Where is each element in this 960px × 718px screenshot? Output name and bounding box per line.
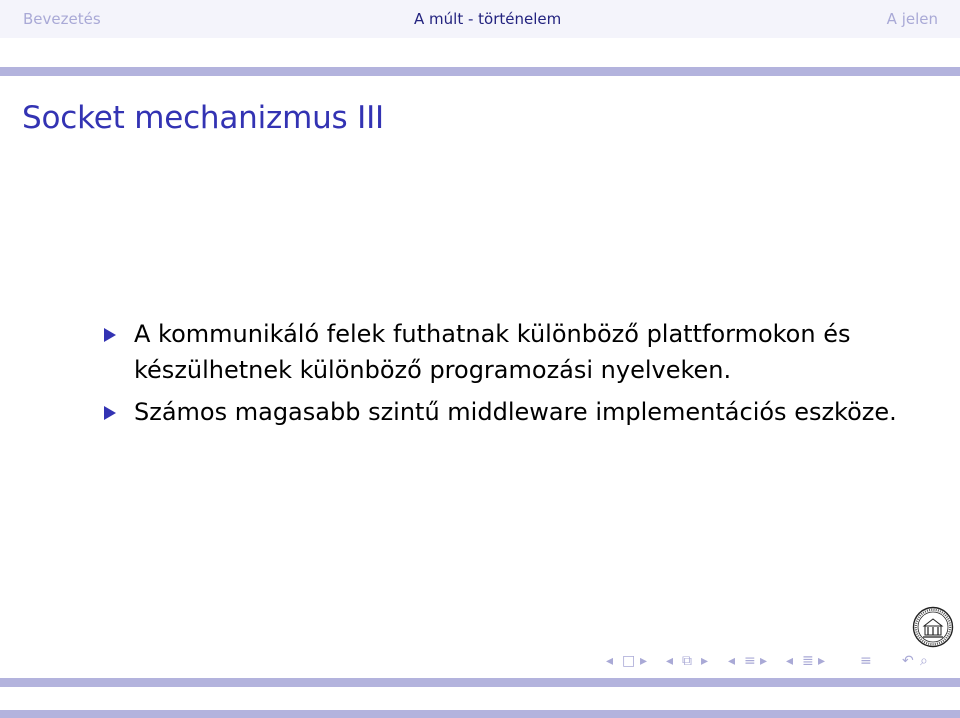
- nav-section-a-jelen[interactable]: A jelen: [886, 10, 938, 28]
- arrow-right-icon[interactable]: ▸: [640, 653, 648, 669]
- section-navigation: [0, 0, 960, 38]
- arrow-right-icon[interactable]: ▸: [760, 653, 768, 669]
- university-seal-icon: [912, 606, 954, 648]
- beamer-navigation-controls: [606, 651, 956, 671]
- header-gap: [0, 38, 960, 67]
- search-icon[interactable]: ⌕: [920, 653, 928, 669]
- triangle-bullet-icon: [104, 406, 116, 420]
- nav-section-mult-tortenelem[interactable]: A múlt - történelem: [414, 10, 562, 28]
- align-icon[interactable]: ≡: [860, 653, 872, 669]
- arrow-left-icon[interactable]: ◂: [666, 653, 674, 669]
- arrow-right-icon[interactable]: ▸: [701, 653, 709, 669]
- footer-bar-top: [0, 678, 960, 687]
- triangle-bullet-icon: [104, 328, 116, 342]
- list-item-line: Számos magasabb szintű middleware implementációs eszköze.: [134, 398, 897, 426]
- frame-icon[interactable]: □: [622, 653, 636, 669]
- list-item-line: A kommunikáló felek futhatnak különböző plattformokon és: [134, 320, 851, 348]
- slide-title: Socket mechanizmus III: [22, 100, 384, 136]
- toc-icon[interactable]: ≣: [802, 653, 814, 669]
- list-item-line: készülhetnek különböző programozási nyelveken.: [134, 356, 732, 384]
- list-item: [104, 316, 924, 388]
- section-icon[interactable]: ≡: [744, 653, 756, 669]
- bullet-list: [104, 316, 924, 430]
- arrow-left-icon[interactable]: ◂: [786, 653, 794, 669]
- back-icon[interactable]: ↶: [902, 653, 914, 669]
- arrow-right-icon[interactable]: ▸: [818, 653, 826, 669]
- list-item: [104, 394, 924, 430]
- footer-bar-bottom: [0, 710, 960, 718]
- subsection-icon[interactable]: ⧉: [682, 653, 692, 669]
- header-bar: [0, 67, 960, 76]
- footer-gap: [0, 687, 960, 710]
- nav-section-bevezetes[interactable]: Bevezetés: [23, 10, 101, 28]
- arrow-left-icon[interactable]: ◂: [606, 653, 614, 669]
- arrow-left-icon[interactable]: ◂: [728, 653, 736, 669]
